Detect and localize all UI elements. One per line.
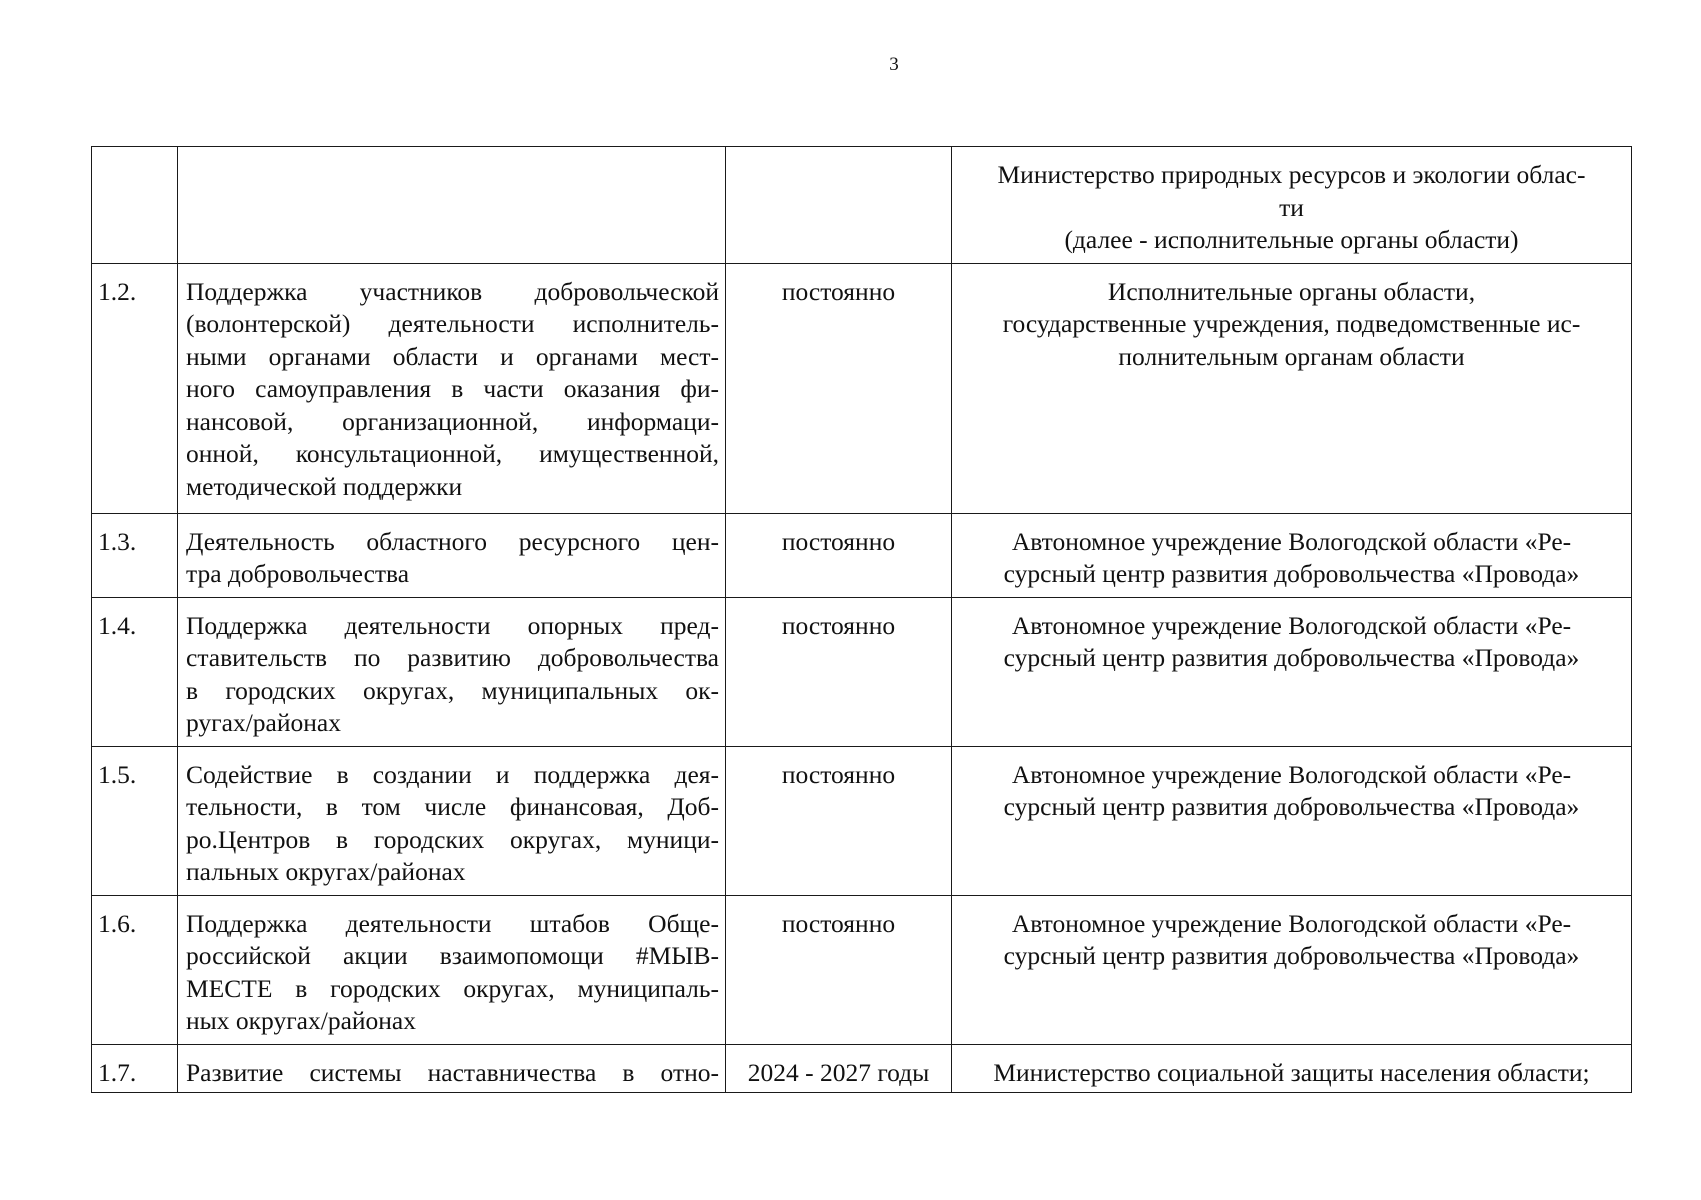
activity-description-line: ного самоуправления в части оказания фи- (186, 374, 719, 403)
responsible-executor-line: Министерство природных ресурсов и экологии облас- (997, 160, 1586, 189)
activity-description-line: Поддержка деятельности штабов Обще- (186, 908, 719, 938)
activity-description-line: в городских округах, муниципальных ок- (186, 675, 719, 705)
activity-description-cell (178, 1044, 726, 1093)
table-row (92, 895, 1632, 1044)
responsible-executor-cell (952, 597, 1632, 746)
activity-description-cell (178, 513, 726, 597)
execution-term-cell (726, 147, 952, 264)
page-number: 3 (889, 54, 899, 75)
activity-description-line: ругах/районах (186, 708, 341, 737)
responsible-executor-line: (далее - исполнительные органы области) (1064, 225, 1519, 254)
responsible-executor-line: Министерство социальной защиты населения области; (993, 1057, 1590, 1087)
responsible-executor-cell (952, 513, 1632, 597)
action-plan-table (91, 146, 1632, 1093)
activity-description-line: МЕСТЕ в городских округах, муниципаль- (186, 973, 719, 1003)
item-number-cell: 1.3. (92, 513, 178, 597)
item-number-cell: 1.2. (92, 263, 178, 513)
responsible-executor-line: ти (1279, 192, 1304, 222)
activity-description-line: Поддержка деятельности опорных пред- (186, 610, 719, 640)
table-row (92, 147, 1632, 264)
responsible-executor-line: сурсный центр развития добровольчества «Провода» (1003, 941, 1580, 970)
responsible-executor-line: Автономное учреждение Вологодской области «Ре- (1011, 610, 1572, 640)
activity-description-line: тра добровольчества (186, 559, 410, 588)
responsible-executor-line: Автономное учреждение Вологодской области «Ре- (1011, 526, 1572, 556)
activity-description-cell (178, 746, 726, 895)
activity-description-line: ными органами области и органами мест- (186, 341, 719, 371)
responsible-executor-line: сурсный центр развития добровольчества «Провода» (1003, 792, 1580, 821)
responsible-executor-line: Автономное учреждение Вологодской области «Ре- (1011, 759, 1572, 789)
execution-term-cell: постоянно (726, 597, 952, 746)
activity-description-line: российской акции взаимопомощи #МЫВ- (186, 941, 719, 970)
activity-description-line: тельности, в том числе финансовая, Доб- (186, 792, 719, 821)
table-row (92, 746, 1632, 895)
activity-description-line: методической поддержки (186, 471, 463, 501)
activity-description-line: Поддержка участников добровольческой (186, 276, 719, 306)
activity-description-line: нансовой, организационной, информаци- (186, 406, 719, 436)
activity-description-cell (178, 895, 726, 1044)
responsible-executor-cell (952, 895, 1632, 1044)
activity-description-line: Содействие в создании и поддержка дея- (186, 759, 719, 789)
responsible-executor-line: сурсный центр развития добровольчества «Провода» (1003, 559, 1580, 588)
activity-description-cell (178, 263, 726, 513)
execution-term-cell: постоянно (726, 746, 952, 895)
activity-description-cell (178, 147, 726, 264)
action-plan-table-body (92, 147, 1632, 1093)
execution-term-cell: 2024 - 2027 годы (726, 1044, 952, 1093)
responsible-executor-line: сурсный центр развития добровольчества «Провода» (1003, 643, 1580, 672)
table-row (92, 597, 1632, 746)
table-row (92, 513, 1632, 597)
activity-description-cell (178, 597, 726, 746)
item-number-cell: 1.4. (92, 597, 178, 746)
activity-description-line: (волонтерской) деятельности исполнитель- (186, 309, 719, 338)
activity-description-line: онной, консультационной, имущественной, (186, 439, 719, 468)
item-number-cell: 1.7. (92, 1044, 178, 1093)
responsible-executor-cell (952, 746, 1632, 895)
responsible-executor-line: Автономное учреждение Вологодской области «Ре- (1011, 908, 1572, 938)
execution-term-cell: постоянно (726, 263, 952, 513)
activity-description-line: ных округах/районах (186, 1006, 416, 1035)
responsible-executor-cell (952, 147, 1632, 264)
activity-description-line: пальных округах/районах (186, 857, 466, 886)
execution-term-cell: постоянно (726, 513, 952, 597)
item-number-cell: 1.5. (92, 746, 178, 895)
item-number-cell (92, 147, 178, 264)
execution-term-cell: постоянно (726, 895, 952, 1044)
item-number-cell: 1.6. (92, 895, 178, 1044)
responsible-executor-line: Исполнительные органы области, (1107, 276, 1476, 306)
responsible-executor-cell (952, 1044, 1632, 1093)
responsible-executor-line: полнительным органам области (1118, 341, 1465, 371)
responsible-executor-cell (952, 263, 1632, 513)
table-row (92, 263, 1632, 513)
activity-description-line: ро.Центров в городских округах, муници- (186, 824, 719, 854)
activity-description-line: ставительств по развитию добровольчества (186, 643, 719, 672)
table-row (92, 1044, 1632, 1093)
activity-description-line: Развитие системы наставничества в отно- (186, 1057, 719, 1087)
activity-description-line: Деятельность областного ресурсного цен- (186, 526, 719, 556)
responsible-executor-line: государственные учреждения, подведомственные ис- (1002, 309, 1581, 338)
